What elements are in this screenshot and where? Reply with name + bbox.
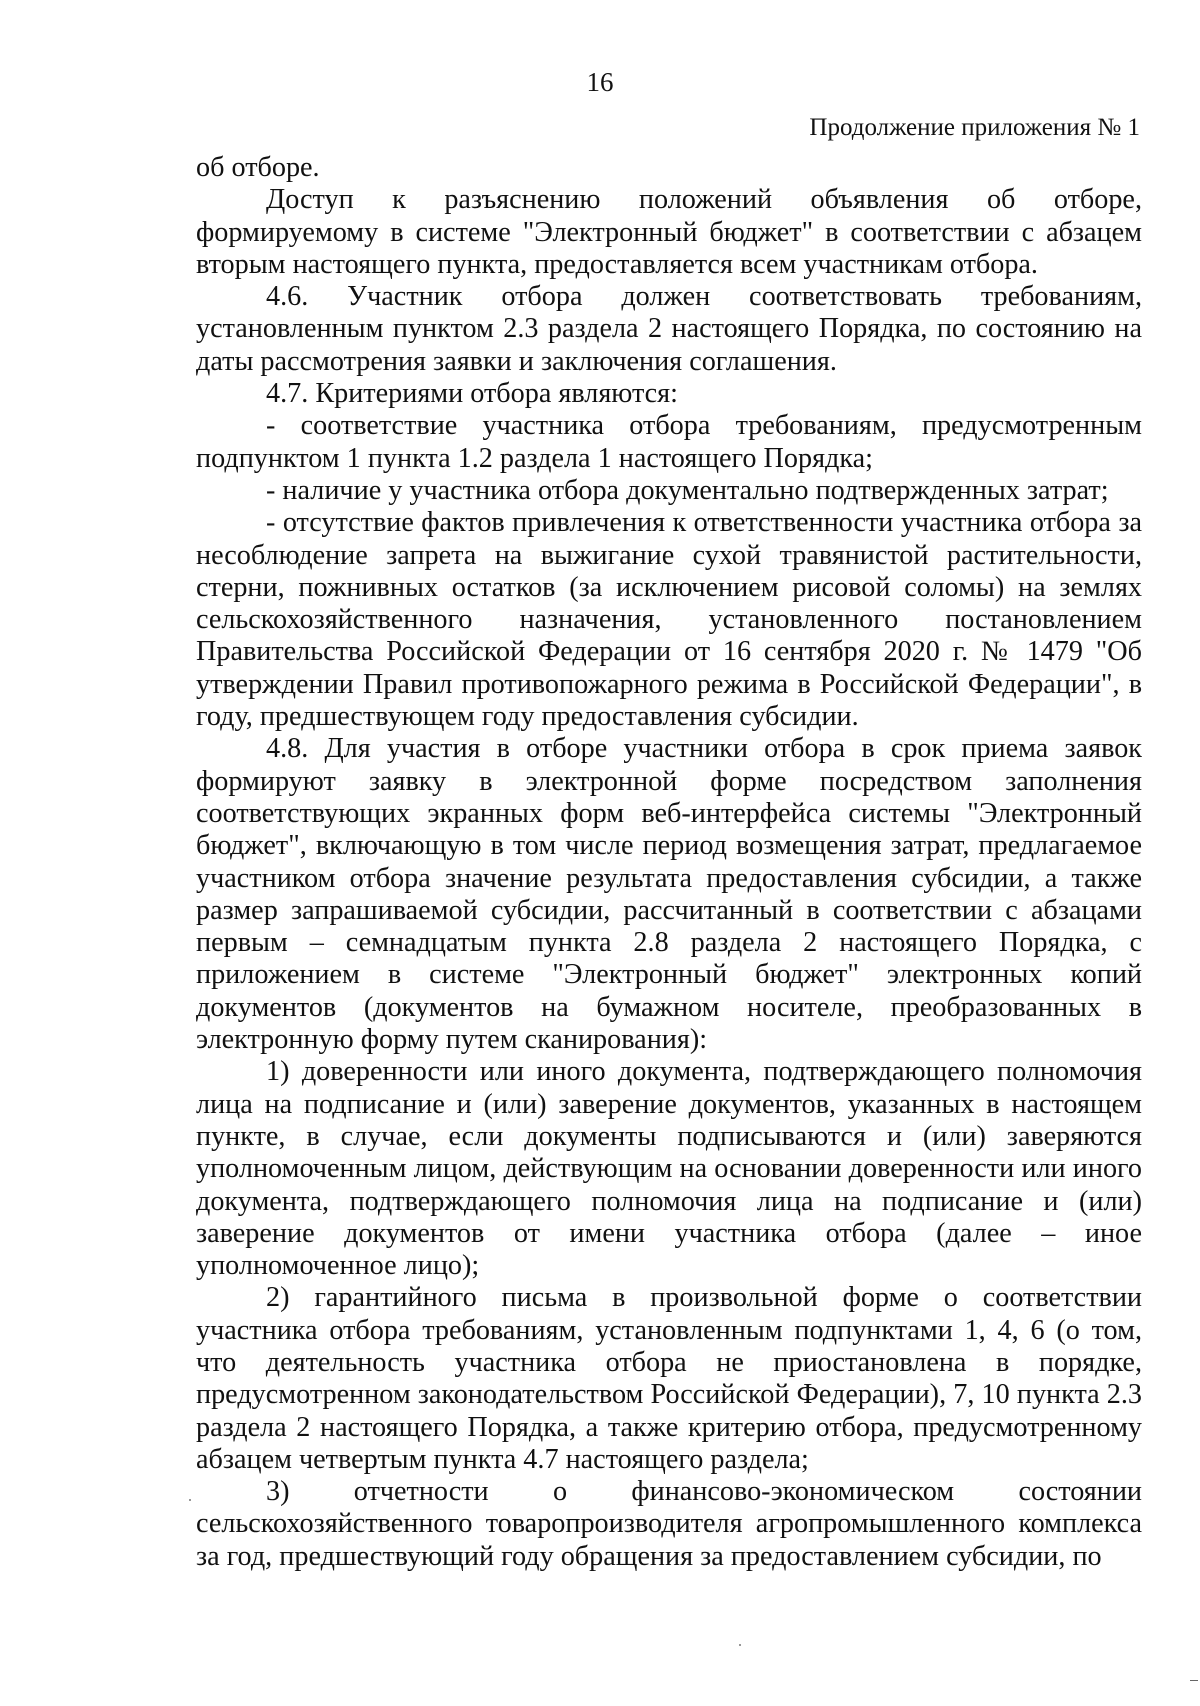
document-item-2: 2) гарантийного письма в произвольной форме о соответствии участника отбора требованиям, установленным подпунктами 1, 4, 6 (о том, что деятельность участника отбора не приостановлена в порядке, предусмотренном законодательством Российской Федерации), 7, 10 пункта 2.3 раздела 2 настоящего Порядка, а также критерию отбора, предусмотренному абзацем четвертым пункта 4.7 настоящего раздела; [196,1282,1142,1475]
criterion-item-2: - наличие у участника отбора документально подтвержденных затрат; [266,474,1109,506]
criterion-item-1: - соответствие участника отбора требованиям, предусмотренным подпунктом 1 пункта 1.2 раздела 1 настоящего Порядка; [196,410,1142,474]
page-number: 16 [586,67,614,97]
paragraph-access-clarification: Доступ к разъяснению положений объявления об отборе, формируемому в системе "Электронный бюджет" в соответствии с абзацем вторым настоящего пункта, предоставляется всем участникам отбора. [196,184,1142,280]
scan-speck [189,1499,191,1501]
paragraph-4-7: 4.7. Критериями отбора являются: [266,378,678,410]
scan-speck [739,1644,741,1646]
margin-mark [1190,1680,1198,1681]
document-item-3: 3) отчетности о финансово-экономическом состоянии сельскохозяйственного товаропроизводителя агропромышленного комплекса за год, предшествующий году обращения за предоставлением субсидии, по [196,1476,1142,1572]
paragraph-continuation: об отборе. [196,152,320,183]
paragraph-4-8: 4.8. Для участия в отборе участники отбора в срок приема заявок формируют заявку в электронной форме посредством заполнения соответствующих экранных форм веб-интерфейса системы "Электронный бюджет", включающую в том числе период возмещения затрат, предлагаемое участником отбора значение результата предоставления субсидии, а также размер запрашиваемой субсидии, рассчитанный в соответствии с абзацами первым – семнадцатым пункта 2.8 раздела 2 настоящего Порядка, с приложением в системе "Электронный бюджет" электронных копий документов (документов на бумажном носителе, преобразованных в электронную форму путем сканирования): [196,733,1142,1056]
document-body [196,152,1142,1573]
paragraph-4-6: 4.6. Участник отбора должен соответствовать требованиям, установленным пунктом 2.3 раздела 2 настоящего Порядка, по состоянию на даты рассмотрения заявки и заключения соглашения. [196,281,1142,377]
document-item-1: 1) доверенности или иного документа, подтверждающего полномочия лица на подписание и (или) заверение документов, указанных в настоящем пункте, в случае, если документы подписываются и (или) заверяются уполномоченным лицом, действующим на основании доверенности или иного документа, подтверждающего полномочия лица на подписание и (или) заверение документов от имени участника отбора (далее – иное уполномоченное лицо); [196,1056,1142,1282]
running-header: Продолжение приложения № 1 [809,114,1140,141]
criterion-item-3: - отсутствие фактов привлечения к ответственности участника отбора за несоблюдение запрета на выжигание сухой травянистой растительности, стерни, пожнивных остатков (за исключением рисовой соломы) на землях сельскохозяйственного назначения, установленного постановлением Правительства Российской Федерации от 16 сентября 2020 г. № 1479 "Об утверждении Правил противопожарного режима в Российской Федерации", в году, предшествующем году предоставления субсидии. [196,507,1142,733]
